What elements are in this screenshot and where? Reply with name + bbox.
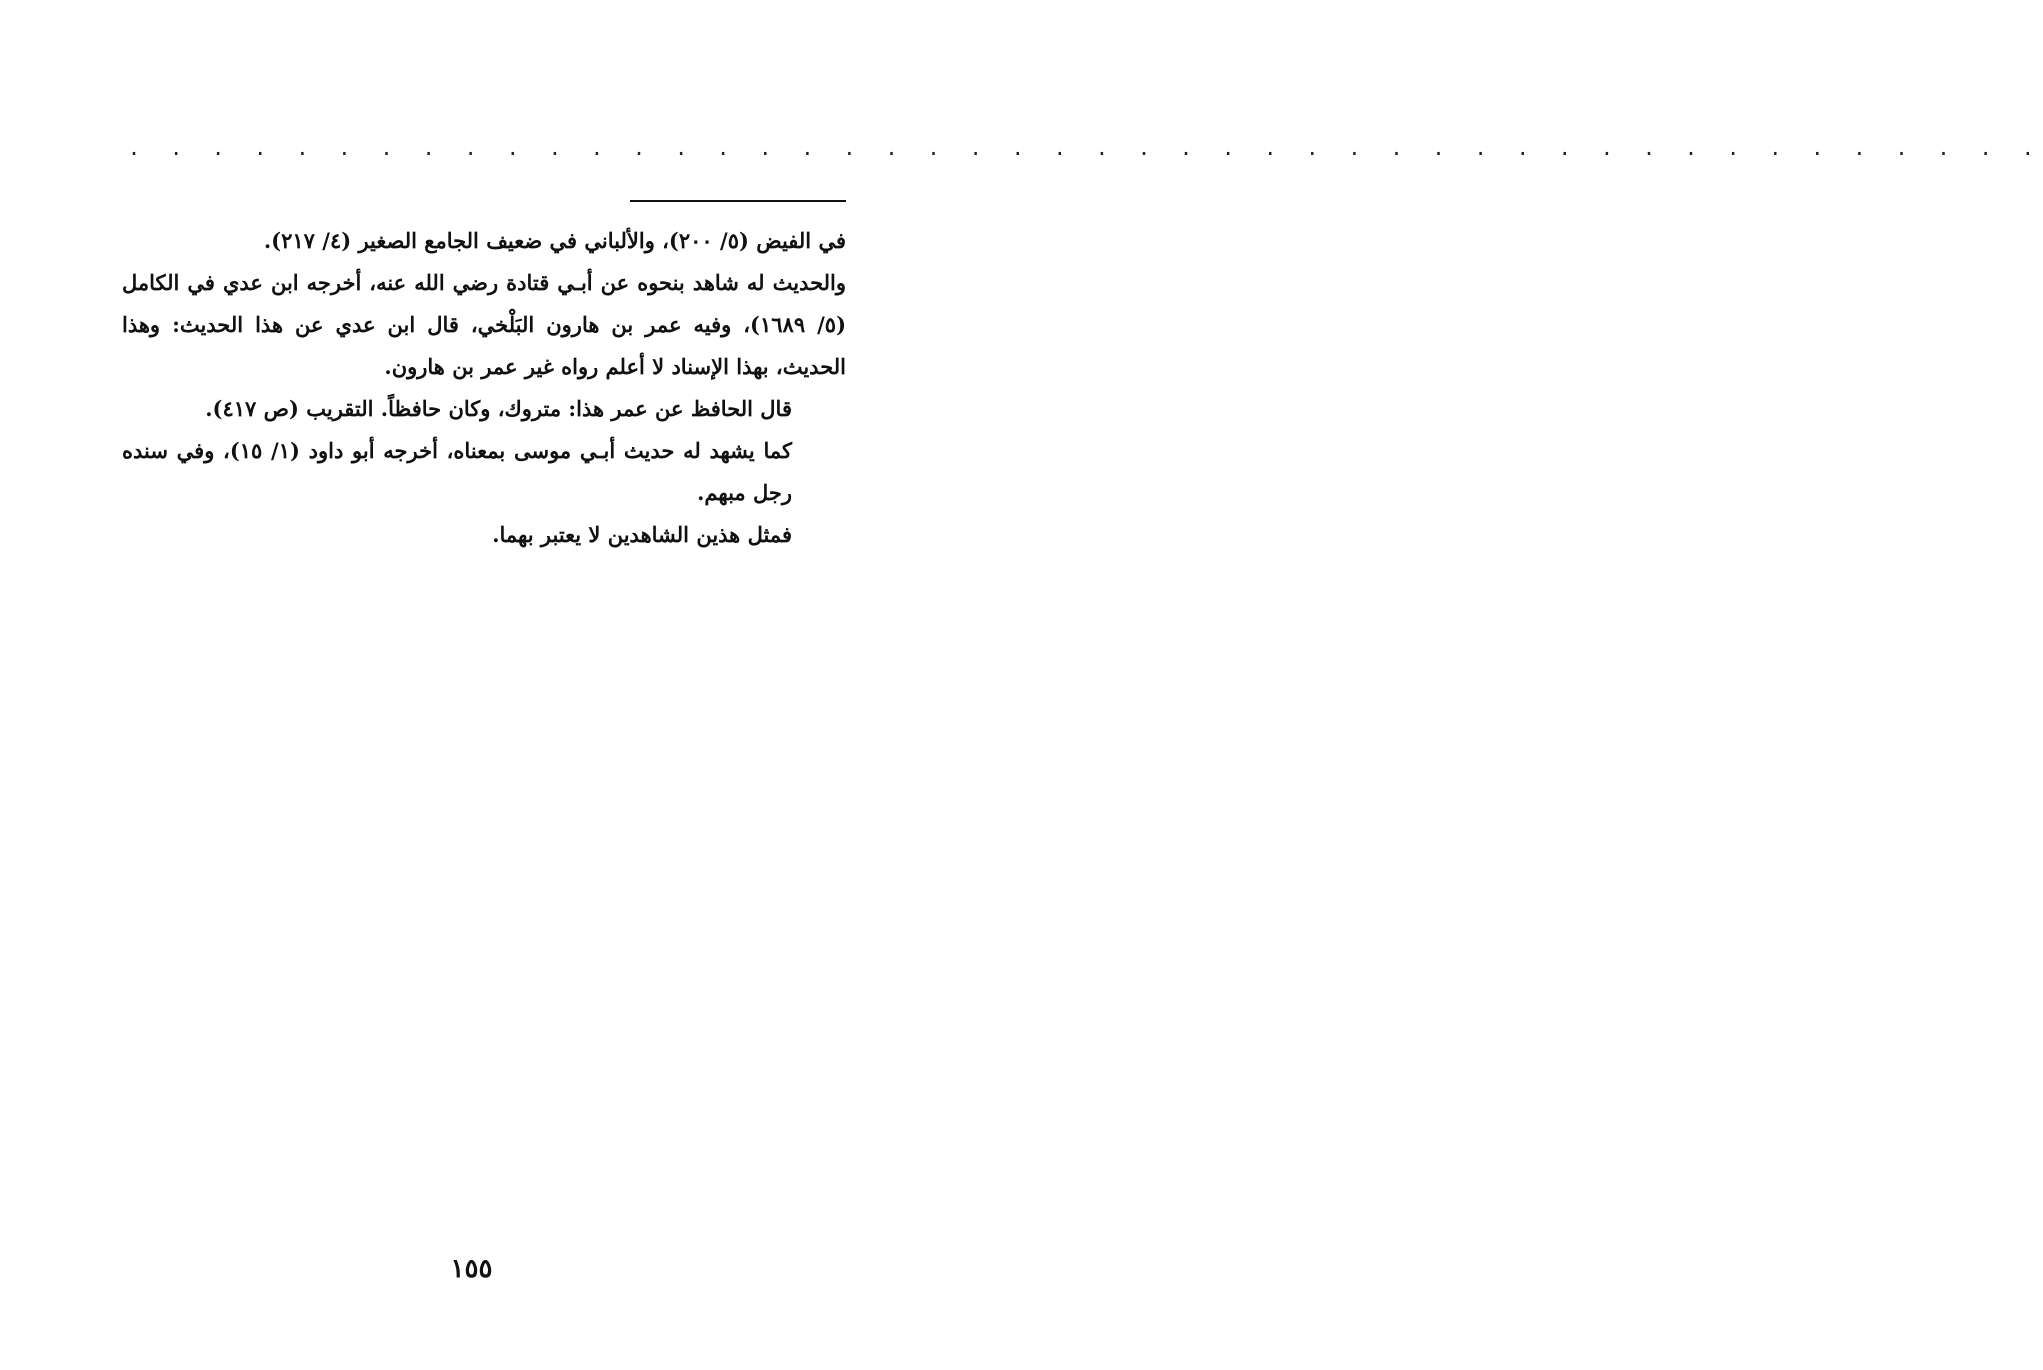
footnote-paragraph: فمثل هذين الشاهدين لا يعتبر بهما. <box>492 522 792 547</box>
footnote-paragraph: في الفيض (٥/ ٢٠٠)، والألباني في ضعيف الجامع الصغير (٤/ ٢١٧). <box>263 228 846 253</box>
footnotes-block <box>122 220 846 556</box>
footnote-rule <box>630 200 846 202</box>
footnote-paragraph: قال الحافظ عن عمر هذا: متروك، وكان حافظاً. التقريب (ص ٤١٧). <box>205 396 792 421</box>
footnote-paragraph: كما يشهد له حديث أبـي موسى بمعناه، أخرجه أبو داود (١/ ١٥)، وفي سنده رجل مبهم. <box>122 438 792 505</box>
page-number: ١٥٥ <box>450 1254 493 1284</box>
footnote-paragraph: والحديث له شاهد بنحوه عن أبـي قتادة رضي الله عنه، أخرجه ابن عدي في الكامل (٥/ ١٦٨٩)، وفيه عمر بن هارون البَلْخي، قال ابن عدي عن هذا الحديث: وهذا الحديث، بهذا الإسناد لا أعلم رواه غير عمر بن هارون. <box>122 270 846 379</box>
dotted-separator: . . . . . . . . . . . . . . . . . . . . . . . . . . . . . . . . . . . . . . . . . . . . . . <box>128 136 2043 160</box>
